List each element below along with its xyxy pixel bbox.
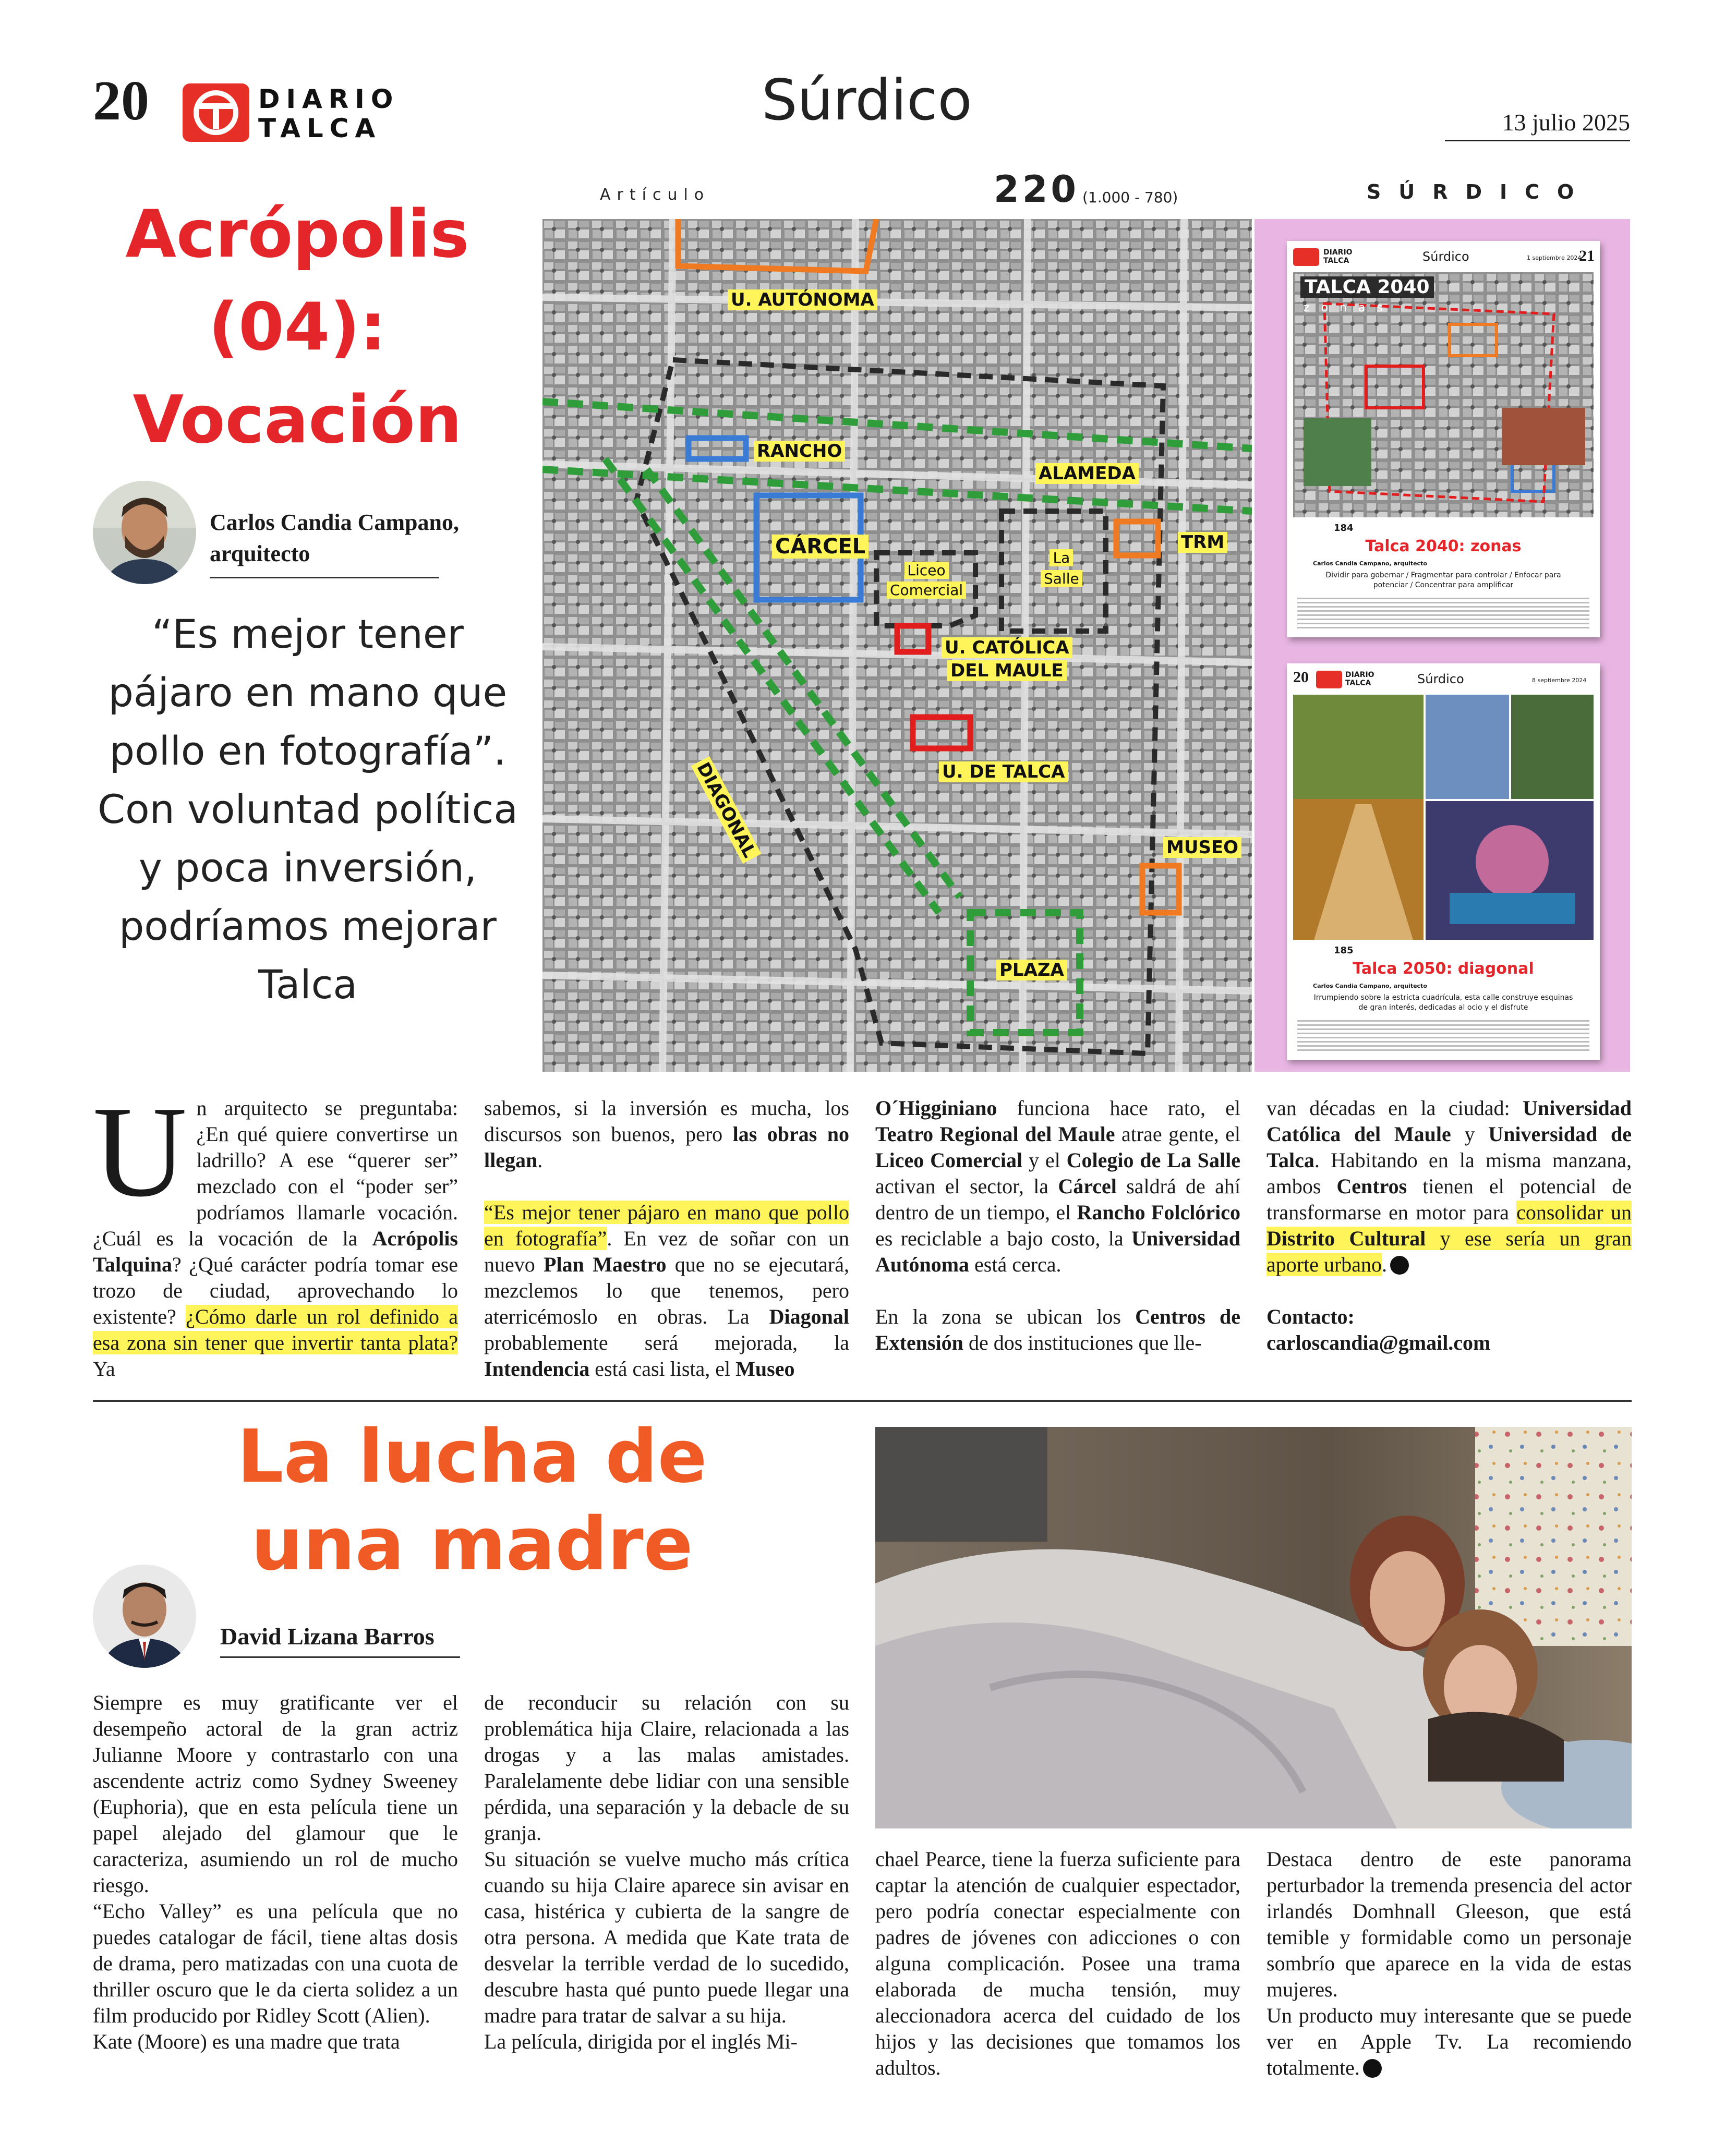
paragraph: Siempre es muy gratificante ver el desempeño actoral de la gran actriz Julianne Moore y contrastarlo con una ascendente actriz como Sydney Sweeney (Euphoria), que en esta película tiene un papel alejado del glamour que le caracteriza, asumiendo un rol de mucho riesgo. [93, 1691, 458, 1897]
figure-article-number: 220 [994, 168, 1080, 211]
film-still-image [875, 1427, 1632, 1828]
thumb-map-subtitle: zonas [1304, 301, 1394, 314]
paragraph: La película, dirigida por el inglés Mi- [484, 2030, 798, 2053]
map-label-text: Liceo [904, 562, 949, 579]
map-label-plaza [996, 960, 1067, 980]
thumbnail-talca-2050 [1287, 663, 1600, 1060]
byline-rule [220, 1656, 460, 1658]
paragraph: Destaca dentro de este panorama perturbador la tremenda presencia del actor irlandés Domhnall Gleeson, que está temible y formidable como un personaje sombrío que aparece en la vida de estas mujeres. [1266, 1847, 1632, 2001]
thumb-logo-icon [1316, 671, 1342, 688]
thumb-page: 21 [1579, 247, 1595, 264]
map-label-autonoma [728, 289, 877, 310]
issue-date: 13 julio 2025 [1502, 109, 1630, 136]
thumb-deck: Irrumpiendo sobre la estricta cuadrícula, esta calle construye esquinas de gran interés, dedicadas al ocio y el disfrute [1313, 994, 1573, 1012]
thumb-date: 8 septiembre 2024 [1532, 677, 1587, 684]
map-label-text: La [1050, 549, 1073, 566]
map-label-trm [1178, 532, 1227, 553]
end-mark-icon [1390, 1256, 1409, 1275]
paragraph: Un producto muy interesante que se puede ver en Apple Tv. La recomiendo totalmente. [1266, 2004, 1632, 2079]
highlighted-text: “Es mejor tener pájaro en mano que pollo en fotografía” [484, 1201, 849, 1250]
thumb-author: Carlos Candia Campano, arquitecto [1313, 560, 1427, 567]
thumb-headline: Talca 2040: zonas [1365, 537, 1522, 555]
article1-column-3: O´Higginiano funciona hace rato, el Teatro Regional del Maule atrae gente, el Liceo Comercial y el Colegio de La Salle activan el sector, la Cárcel saldrá de ahí dentro de un tiempo, el Rancho Folclórico es reciclable a bajo costo, la Universidad Autónoma está cerca. En la zona se ubican los Centros de Extensión de dos instituciones que lle- [875, 1096, 1241, 1354]
map-label-text: Comercial [887, 582, 966, 599]
headline-line: una madre [251, 1502, 693, 1587]
paragraph: Kate (Moore) es una madre que trata [93, 2030, 400, 2053]
paragraph: Su situación se vuelve mucho más crítica cuando su hija Claire aparece sin avisar en casa, histérica y cubierta de la sangre de otra persona. A medida que Kate trata de desvelar la terrible verdad de lo sucedido, descubre hasta qué punto puede llegar una madre para tratar de salvar a su hija. [484, 1847, 849, 2027]
map-label-text: U. CATÓLICA [942, 637, 1072, 658]
headline-line: La lucha de [237, 1414, 707, 1499]
contact-email[interactable]: carloscandia@gmail.com [1266, 1331, 1491, 1354]
section-title: Súrdico [762, 68, 972, 133]
author-avatar [93, 481, 196, 584]
map-label-text: RANCHO [754, 441, 845, 462]
map-graphic [542, 219, 1252, 1072]
thumb-section: Súrdico [1422, 249, 1469, 264]
map-label-text: ALAMEDA [1035, 463, 1139, 484]
article2-headline [156, 1413, 788, 1589]
article2-column-3 [875, 1846, 1240, 2081]
author-role: arquitecto [210, 541, 310, 566]
article1-column-4: van décadas en la ciudad: Universidad Católica del Maule y Universidad de Talca. Habitando en la misma manzana, ambos Centros tienen el potencial de transformarse en motor para consolidar un Distrito Cultural y ese sería un gran aporte urbano. Contacto: carloscandia@gmail.com [1266, 1096, 1632, 1354]
map-label-rancho [754, 441, 845, 462]
map-label-text: CÁRCEL [772, 535, 868, 559]
paragraph: de reconducir su relación con su problemática hija Claire, relacionada a las drogas y a las malas amistades. Paralelamente debe lidiar con una sensible pérdida, una separación y la debacle de su granja. [484, 1691, 849, 1845]
highlighted-text: consolidar un Distrito Cultural y ese sería un gran aporte urbano [1266, 1201, 1632, 1276]
article1-byline [210, 507, 459, 570]
thumb-map [1293, 272, 1594, 517]
thumb-headline: Talca 2050: diagonal [1353, 960, 1534, 978]
diario-talca-logo [183, 83, 249, 142]
date-rule [1445, 140, 1630, 141]
headline-line: (04): [208, 288, 387, 365]
article1-column-1: Un arquitecto se preguntaba: ¿En qué quiere convertirse un ladrillo? A ese “querer ser” mezclado con el “poder ser” podríamos llamarle vocación. ¿Cuál es la vocación de la Acrópolis Talquina? ¿Qué carácter podría tomar ese trozo de ciudad, aprovechando lo existente? ¿Cómo darle un rol definido a esa zona sin tener que invertir tanta plata? Ya [93, 1080, 458, 1380]
movie-still-photo [875, 1427, 1632, 1828]
article1-column-2: sabemos, si la inversión es mucha, los discursos son buenos, pero las obras no llegan. “Es mejor tener pájaro en mano que pollo en fotografía”. En vez de soñar con un nuevo Plan Maestro que no se ejecutará, mezclemos lo que tenemos, pero aterricémoslo en obras. La Diagonal probablemente será mejorada, la Intendencia está casi lista, el Museo [484, 1096, 850, 1380]
thumb-page: 20 [1293, 669, 1309, 686]
article2-column-1 [93, 1690, 458, 2055]
thumb-logo-text: DIARIO TALCA [1323, 248, 1353, 265]
thumb-date: 1 septiembre 2024 [1527, 255, 1582, 261]
contact-label: Contacto: [1266, 1305, 1355, 1328]
map-label-utalca [939, 761, 1068, 782]
thumb-map-title: TALCA 2040 [1300, 276, 1434, 298]
thumb-body-text [1297, 598, 1589, 631]
paragraph: “Echo Valley” es una película que no puedes catalogar de fácil, tiene altas dosis de drama, pero matizadas con una cuota de thriller oscuro que le da cierta solidez a un film producido por Ridley Scott (Alien). [93, 1899, 458, 2027]
article2-column-2 [484, 1690, 849, 2055]
map-label-alameda [1035, 463, 1139, 484]
drop-cap: U [93, 1080, 187, 1224]
map-label-salle [1041, 548, 1082, 589]
thumb-author: Carlos Candia Campano, arquitecto [1313, 983, 1427, 989]
figure-label-articulo: Artículo [600, 186, 710, 204]
thumb-article-number: 184 [1334, 523, 1354, 534]
thumb-article-number: 185 [1334, 945, 1354, 956]
map-label-text: DIAGONAL [691, 756, 762, 864]
pull-quote: “Es mejor tener pájaro en mano que pollo en fotografía”. Con voluntad política y poca inversión, podríamos mejorar Talca [98, 611, 518, 1008]
thumbnail-talca-2040 [1287, 241, 1600, 637]
article-divider [93, 1400, 1632, 1402]
paragraph: chael Pearce, tiene la fuerza suficiente para captar la atención de cualquier espectador, pero podría conectar especialmente con padres de jóvenes con adicciones o con alguna complicación. Posee una trama elaborada de mucha tensión, muy aleccionadora acerca del cuidado de los hijos y las decisiones que tomamos los adultos. [875, 1847, 1240, 2079]
map-label-museo [1163, 837, 1241, 858]
thumb-logo-icon [1293, 248, 1319, 266]
article2-byline: David Lizana Barros [220, 1623, 435, 1650]
headline-line: Vocación [132, 381, 462, 458]
map-label-liceo [887, 561, 966, 600]
author-name: Carlos Candia Campano, [210, 510, 459, 535]
author-avatar [93, 1565, 196, 1668]
map-label-carcel [772, 535, 868, 559]
article1-headline [91, 188, 503, 466]
thumb-body-text [1297, 1020, 1589, 1053]
byline-rule [210, 577, 439, 578]
thumb-section: Súrdico [1417, 672, 1464, 686]
map-label-text: Salle [1041, 570, 1082, 587]
end-mark-icon [1363, 2059, 1382, 2078]
thumb-deck: Dividir para gobernar / Fragmentar para controlar / Enfocar para potenciar / Concentrar para amplificar [1325, 571, 1561, 589]
map-label-text: TRM [1178, 532, 1227, 553]
map-label-text: U. AUTÓNOMA [728, 289, 877, 310]
figure-label-surdico: SÚRDICO [1367, 180, 1592, 203]
logo-mark-icon [183, 83, 249, 142]
map-label-text: U. DE TALCA [939, 761, 1068, 782]
highlighted-text: ¿Cómo darle un rol definido a esa zona sin tener que invertir tanta plata? [93, 1305, 458, 1354]
aerial-map [542, 219, 1252, 1072]
map-label-text: DEL MAULE [947, 660, 1067, 681]
headline-line: Acrópolis [125, 196, 469, 272]
figure-number-note: (1.000 - 780) [1082, 189, 1178, 206]
thumb-collage [1293, 695, 1594, 940]
map-label-text: MUSEO [1163, 837, 1241, 858]
logo-wordmark [258, 84, 399, 143]
thumb-logo-text: DIARIO TALCA [1345, 671, 1374, 687]
logo-line-2: TALCA [258, 113, 382, 143]
previous-articles-panel [1254, 219, 1630, 1072]
logo-line-1: DIARIO [258, 84, 400, 114]
map-label-catolica [942, 636, 1072, 682]
map-label-text: PLAZA [996, 960, 1067, 980]
page-number: 20 [93, 70, 149, 132]
article2-column-4 [1266, 1846, 1632, 2081]
